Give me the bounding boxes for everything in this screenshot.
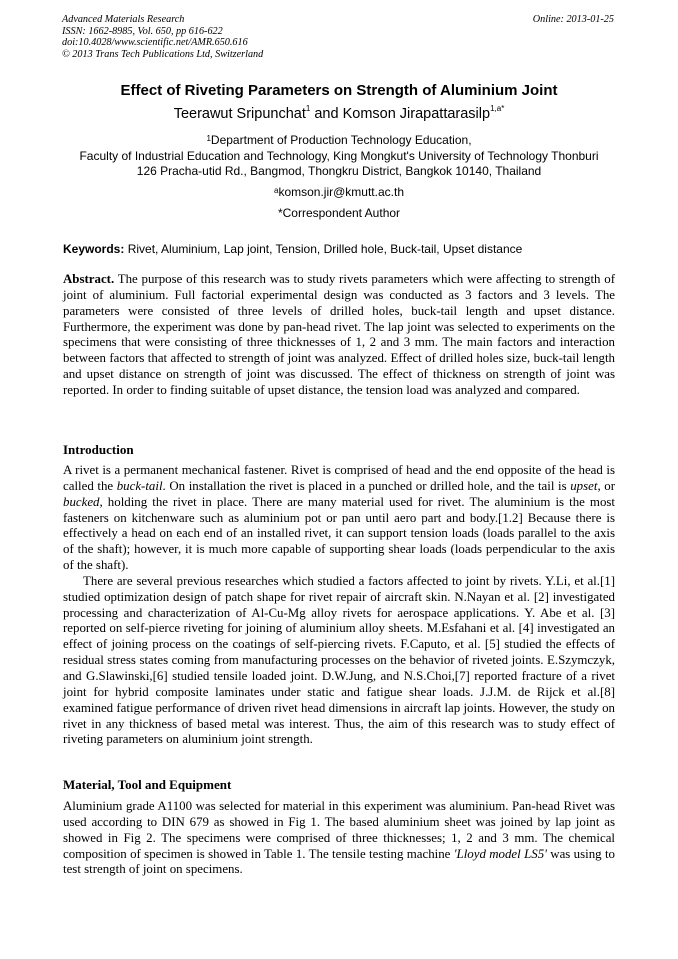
author-1: Teerawut Sripunchat bbox=[173, 106, 306, 122]
abstract bbox=[63, 272, 615, 399]
affiliation-department: Department of Production Technology Education, bbox=[210, 133, 472, 147]
abstract-label: Abstract. bbox=[63, 272, 115, 286]
introduction-heading: Introduction bbox=[63, 442, 134, 457]
intro-text-b: . On installation the rivet is placed in a punched or drilled hole, and the tail is bbox=[162, 478, 571, 493]
affiliation-line-1 bbox=[0, 133, 678, 148]
paper-title: Effect of Riveting Parameters on Strength of Aluminium Joint bbox=[120, 82, 558, 99]
author-list bbox=[0, 106, 678, 122]
keywords-text: Rivet, Aluminium, Lap joint, Tension, Drilled hole, Buck-tail, Upset distance bbox=[124, 242, 523, 256]
keywords bbox=[63, 242, 618, 256]
material-heading: Material, Tool and Equipment bbox=[63, 777, 232, 792]
introduction-paragraph-2: There are several previous researches which studied a factors affected to joint by rivets. Y.Li, et al.[1] studied optimization design of patch shape for rivet repair of aircraft skin. N.Nayan et al. [2] investigated processing and characterization of Al-Cu-Mg alloy rivets for aerospace applications. Y. Abe et al. [3] reported on self-pierce riveting for joining of aluminium alloy sheets. M.Esfahani et al. [4] investigated an effect of joining process on the coatings of self-piercing rivets. F.Caputo, et al. [5] studied the effects of residual stress states coming from manufacturing processes on the behavior of riveted joints. E.Szymczyk, and G.Slawinski,[6] studied tensile loaded joint. D.W.Jung, and N.S.Choi,[7] reported fracture of a rivet joint for hybrid composite laminates under static and fatigue shear loads. J.J.M. de Rijck et al.[8] examined fatigue performance of driven rivet head dimensions in aircraft lap joints. However, the study on rivet in any thickness of based metal was interest. Thus, the aim of this research was to study effect of riveting parameters on aluminium joint strength. bbox=[63, 573, 615, 747]
author-1-affiliation: 1 bbox=[305, 104, 311, 113]
copyright: © 2013 Trans Tech Publications Ltd, Switzerland bbox=[62, 48, 264, 60]
introduction-body bbox=[63, 463, 615, 748]
correspondent-note: *Correspondent Author bbox=[277, 206, 401, 220]
author-2-affiliation: 1,a* bbox=[490, 104, 505, 113]
intro-term-upset: upset bbox=[570, 478, 598, 493]
email-address[interactable]: komson.jir@kmutt.ac.th bbox=[278, 185, 404, 199]
author-email bbox=[0, 185, 678, 200]
online-date: Online: 2013-01-25 bbox=[532, 14, 614, 25]
intro-term-buck-tail: buck-tail bbox=[116, 478, 163, 493]
intro-term-bucked: bucked bbox=[63, 494, 100, 509]
author-2: Komson Jirapattarasilp bbox=[342, 106, 491, 122]
author-and: and bbox=[310, 106, 343, 122]
email-marker: a bbox=[273, 186, 279, 195]
intro-text-a: A rivet is a permanent mechanical fastener. Rivet is comprised of head and the end opposite of the head is called the bbox=[63, 463, 615, 493]
intro-text-d: , holding the rivet in place. There are many material used for rivet. The aluminium is the most fasteners on kitchenware such as aluminium pot or pan until aero part and body.[1.2] Because there is effectively a head on each end of an installed rivet, it can support tension loads (loads parallel to the axis of the shaft); however, it is much more capable of supporting shear loads (loads perpendicular to the axis of the shaft). bbox=[63, 494, 615, 573]
journal-name: Advanced Materials Research bbox=[62, 14, 185, 25]
abstract-text: The purpose of this research was to study rivets parameters which were affecting to strength of joint of aluminium. Full factorial experimental design was conducted as 3 factors and 3 levels. The parameters were consisted of three levels of drilled holes, buck-tail length and upset distance. Furthermore, the experiment was done by pan-head rivet. The lap joint was selected to experiments on the specimens that were consisting of three thicknesses of 1, 2 and 3 mm. The main factors and interaction between factors that affected to strength of joint was analyzed. Effect of drilled holes size, buck-tail length and upset distance on strength of joint was discussed. The effect of thickness on strength of joint was reported. In order to finding suitable of upset distance, the tension load was analyzed and compared. bbox=[63, 272, 615, 397]
intro-text-c: , or bbox=[597, 478, 615, 493]
material-body bbox=[63, 799, 615, 878]
material-text-a: Aluminium grade A1100 was selected for material in this experiment was aluminium. Pan-head Rivet was used according to DIN 679 as showed in Fig 1. The based aluminium sheet was joined by lap joint as showed in Fig 2. The specimens were comprised of three thicknesses; 1, 2 and 3 mm. The chemical composition of specimen is showed in Table 1. The tensile testing machine bbox=[63, 799, 615, 861]
doi: doi:10.4028/www.scientific.net/AMR.650.616 bbox=[62, 37, 248, 48]
affiliation-line-2: Faculty of Industrial Education and Technology, King Mongkut's University of Technology Thonburi bbox=[79, 149, 599, 163]
issn: ISSN: 1662-8985, Vol. 650, pp 616-622 bbox=[62, 25, 223, 37]
affiliation-line-3: 126 Pracha-utid Rd., Bangmod, Thongkru District, Bangkok 10140, Thailand bbox=[136, 164, 542, 178]
keywords-label: Keywords: bbox=[63, 242, 125, 256]
journal-header bbox=[62, 14, 263, 60]
affiliation-marker: 1 bbox=[206, 134, 211, 143]
introduction-paragraph-1 bbox=[63, 463, 615, 574]
machine-name: 'Lloyd model LS5' bbox=[453, 846, 547, 861]
material-paragraph-1 bbox=[63, 799, 615, 878]
material-text-b: was using to test strength of joint on specimens. bbox=[63, 846, 615, 877]
